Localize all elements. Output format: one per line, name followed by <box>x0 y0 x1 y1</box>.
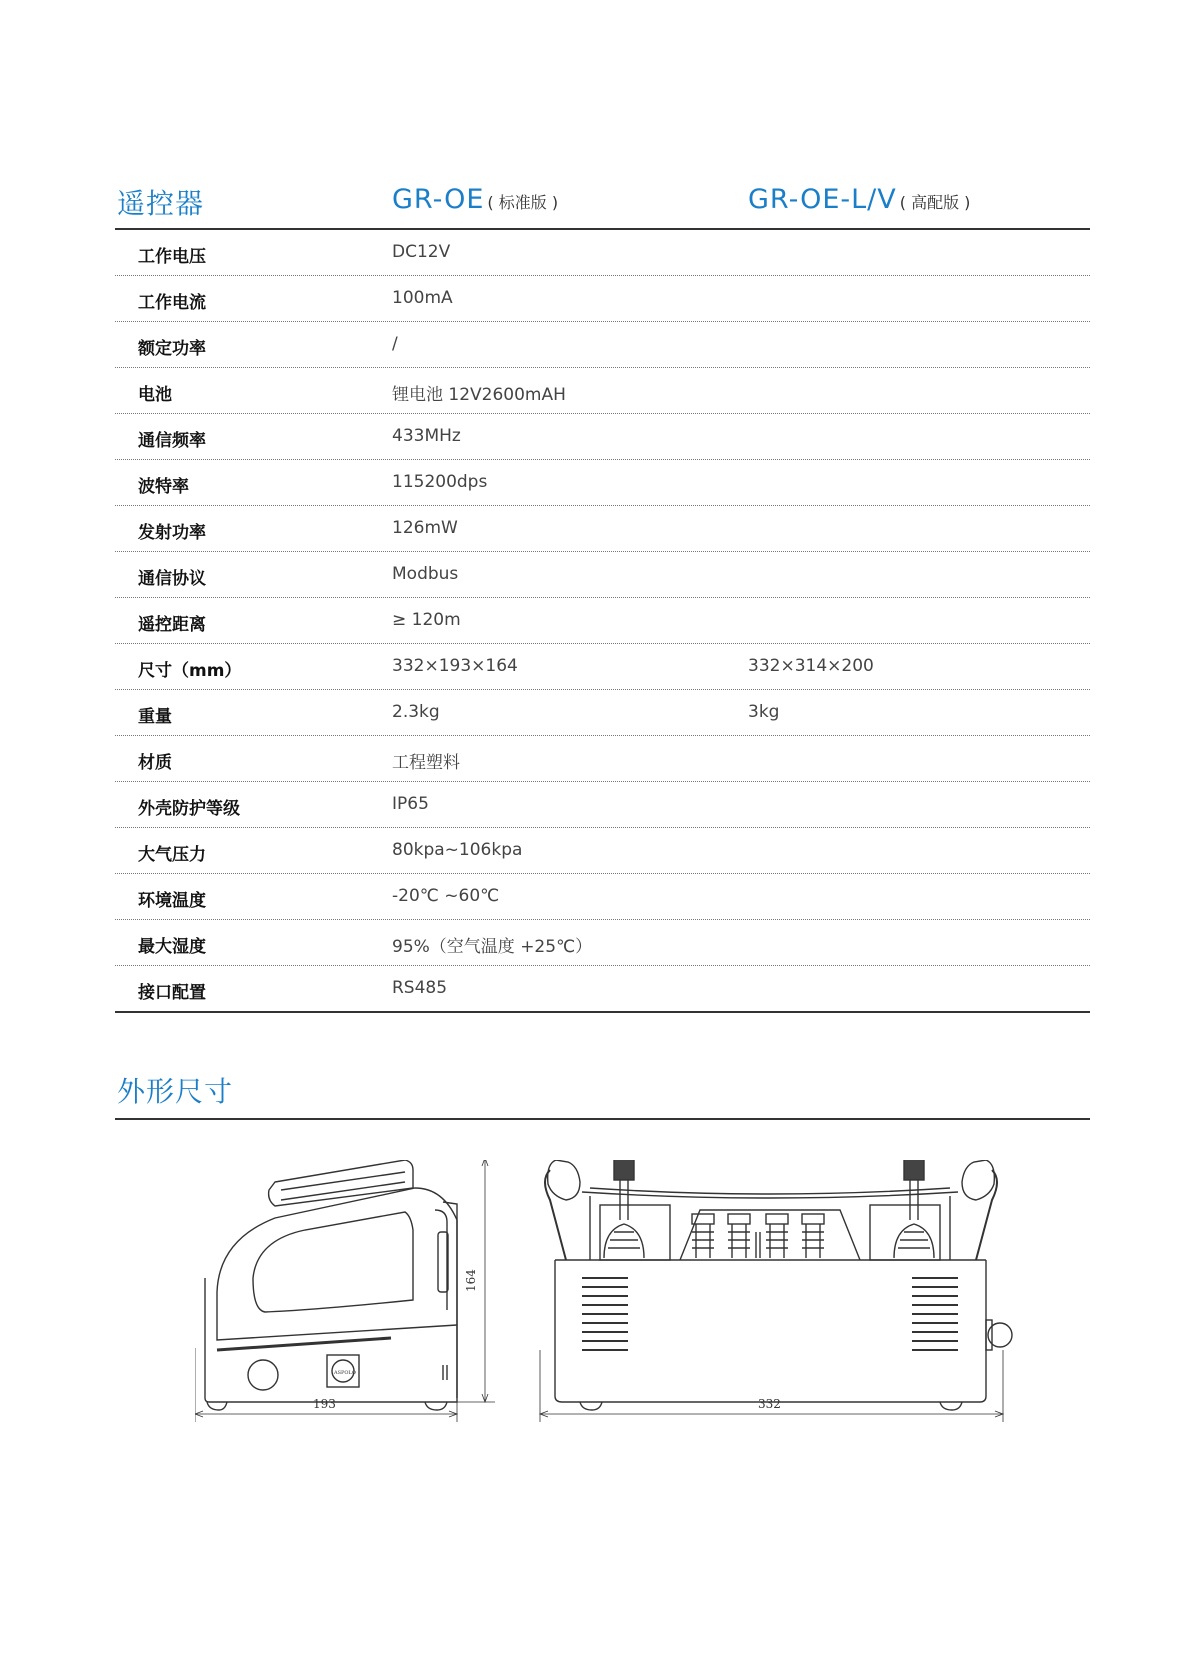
spec-label: 通信频率 <box>138 431 206 451</box>
table-row <box>115 736 1090 782</box>
spec-value-premium: 3kg <box>748 702 780 722</box>
spec-label: 发射功率 <box>138 523 206 543</box>
spec-title: 遥控器 <box>117 187 205 220</box>
spec-label: 波特率 <box>138 477 189 497</box>
spec-label: 环境温度 <box>138 891 206 911</box>
model-premium-name: GR-OE-L/V <box>748 184 897 215</box>
spec-label: 电池 <box>138 385 172 405</box>
table-row <box>115 506 1090 552</box>
table-row <box>115 874 1090 920</box>
table-row <box>115 598 1090 644</box>
dimension-drawing <box>195 1160 1035 1460</box>
spec-table-header <box>115 170 1090 230</box>
dimensions-header <box>115 1060 1090 1120</box>
spec-value-standard: 工程塑料 <box>392 753 460 773</box>
table-row <box>115 828 1090 874</box>
side-width-label: 193 <box>313 1397 336 1411</box>
spec-value-premium: 332×314×200 <box>748 656 874 676</box>
spec-label: 工作电流 <box>138 293 206 313</box>
spec-value-standard: 332×193×164 <box>392 656 518 676</box>
table-row <box>115 966 1090 1013</box>
spec-value-standard: 80kpa~106kpa <box>392 840 523 860</box>
spec-value-standard: 2.3kg <box>392 702 440 722</box>
model-standard-sub: ( 标准版 ) <box>487 193 559 212</box>
dimensions-title: 外形尺寸 <box>117 1075 234 1108</box>
spec-value-standard: -20℃ ~60℃ <box>392 886 500 906</box>
table-row <box>115 230 1090 276</box>
spec-label: 工作电压 <box>138 247 206 267</box>
model-standard-name: GR-OE <box>392 184 485 215</box>
table-row <box>115 414 1090 460</box>
spec-label: 接口配置 <box>138 983 206 1003</box>
table-row <box>115 322 1090 368</box>
spec-value-standard: 126mW <box>392 518 458 538</box>
spec-value-standard: RS485 <box>392 978 448 998</box>
spec-value-standard: 433MHz <box>392 426 461 446</box>
height-dimension-label: 164 <box>464 1269 478 1292</box>
table-row <box>115 920 1090 966</box>
table-row <box>115 782 1090 828</box>
spec-value-standard: 100mA <box>392 288 453 308</box>
model-premium-sub: ( 高配版 ) <box>899 193 971 212</box>
spec-label: 大气压力 <box>138 845 206 865</box>
model-standard-heading <box>392 184 558 215</box>
table-row <box>115 276 1090 322</box>
spec-value-standard: / <box>392 334 398 354</box>
spec-value-standard: DC12V <box>392 242 451 262</box>
spec-value-standard: Modbus <box>392 564 459 584</box>
table-row <box>115 552 1090 598</box>
spec-label: 材质 <box>138 753 172 773</box>
table-row <box>115 690 1090 736</box>
model-premium-heading <box>748 184 970 215</box>
spec-table <box>115 230 1090 1013</box>
spec-label: 重量 <box>138 707 172 727</box>
connector-logo: ASPOLO <box>334 1370 356 1376</box>
front-width-label: 332 <box>758 1397 781 1411</box>
table-row <box>115 644 1090 690</box>
spec-label: 尺寸（mm） <box>138 661 242 681</box>
spec-label: 外壳防护等级 <box>138 799 240 819</box>
side-view <box>195 1160 495 1422</box>
spec-label: 最大湿度 <box>138 937 206 957</box>
table-row <box>115 460 1090 506</box>
table-row <box>115 368 1090 414</box>
spec-label: 通信协议 <box>138 569 206 589</box>
spec-value-standard: IP65 <box>392 794 429 814</box>
spec-value-standard: 95%（空气温度 +25℃） <box>392 937 593 957</box>
spec-value-standard: 锂电池 12V2600mAH <box>392 385 566 405</box>
spec-label: 额定功率 <box>138 339 206 359</box>
front-view <box>540 1160 1012 1422</box>
spec-value-standard: ≥ 120m <box>392 610 461 630</box>
spec-label: 遥控距离 <box>138 615 206 635</box>
spec-value-standard: 115200dps <box>392 472 488 492</box>
